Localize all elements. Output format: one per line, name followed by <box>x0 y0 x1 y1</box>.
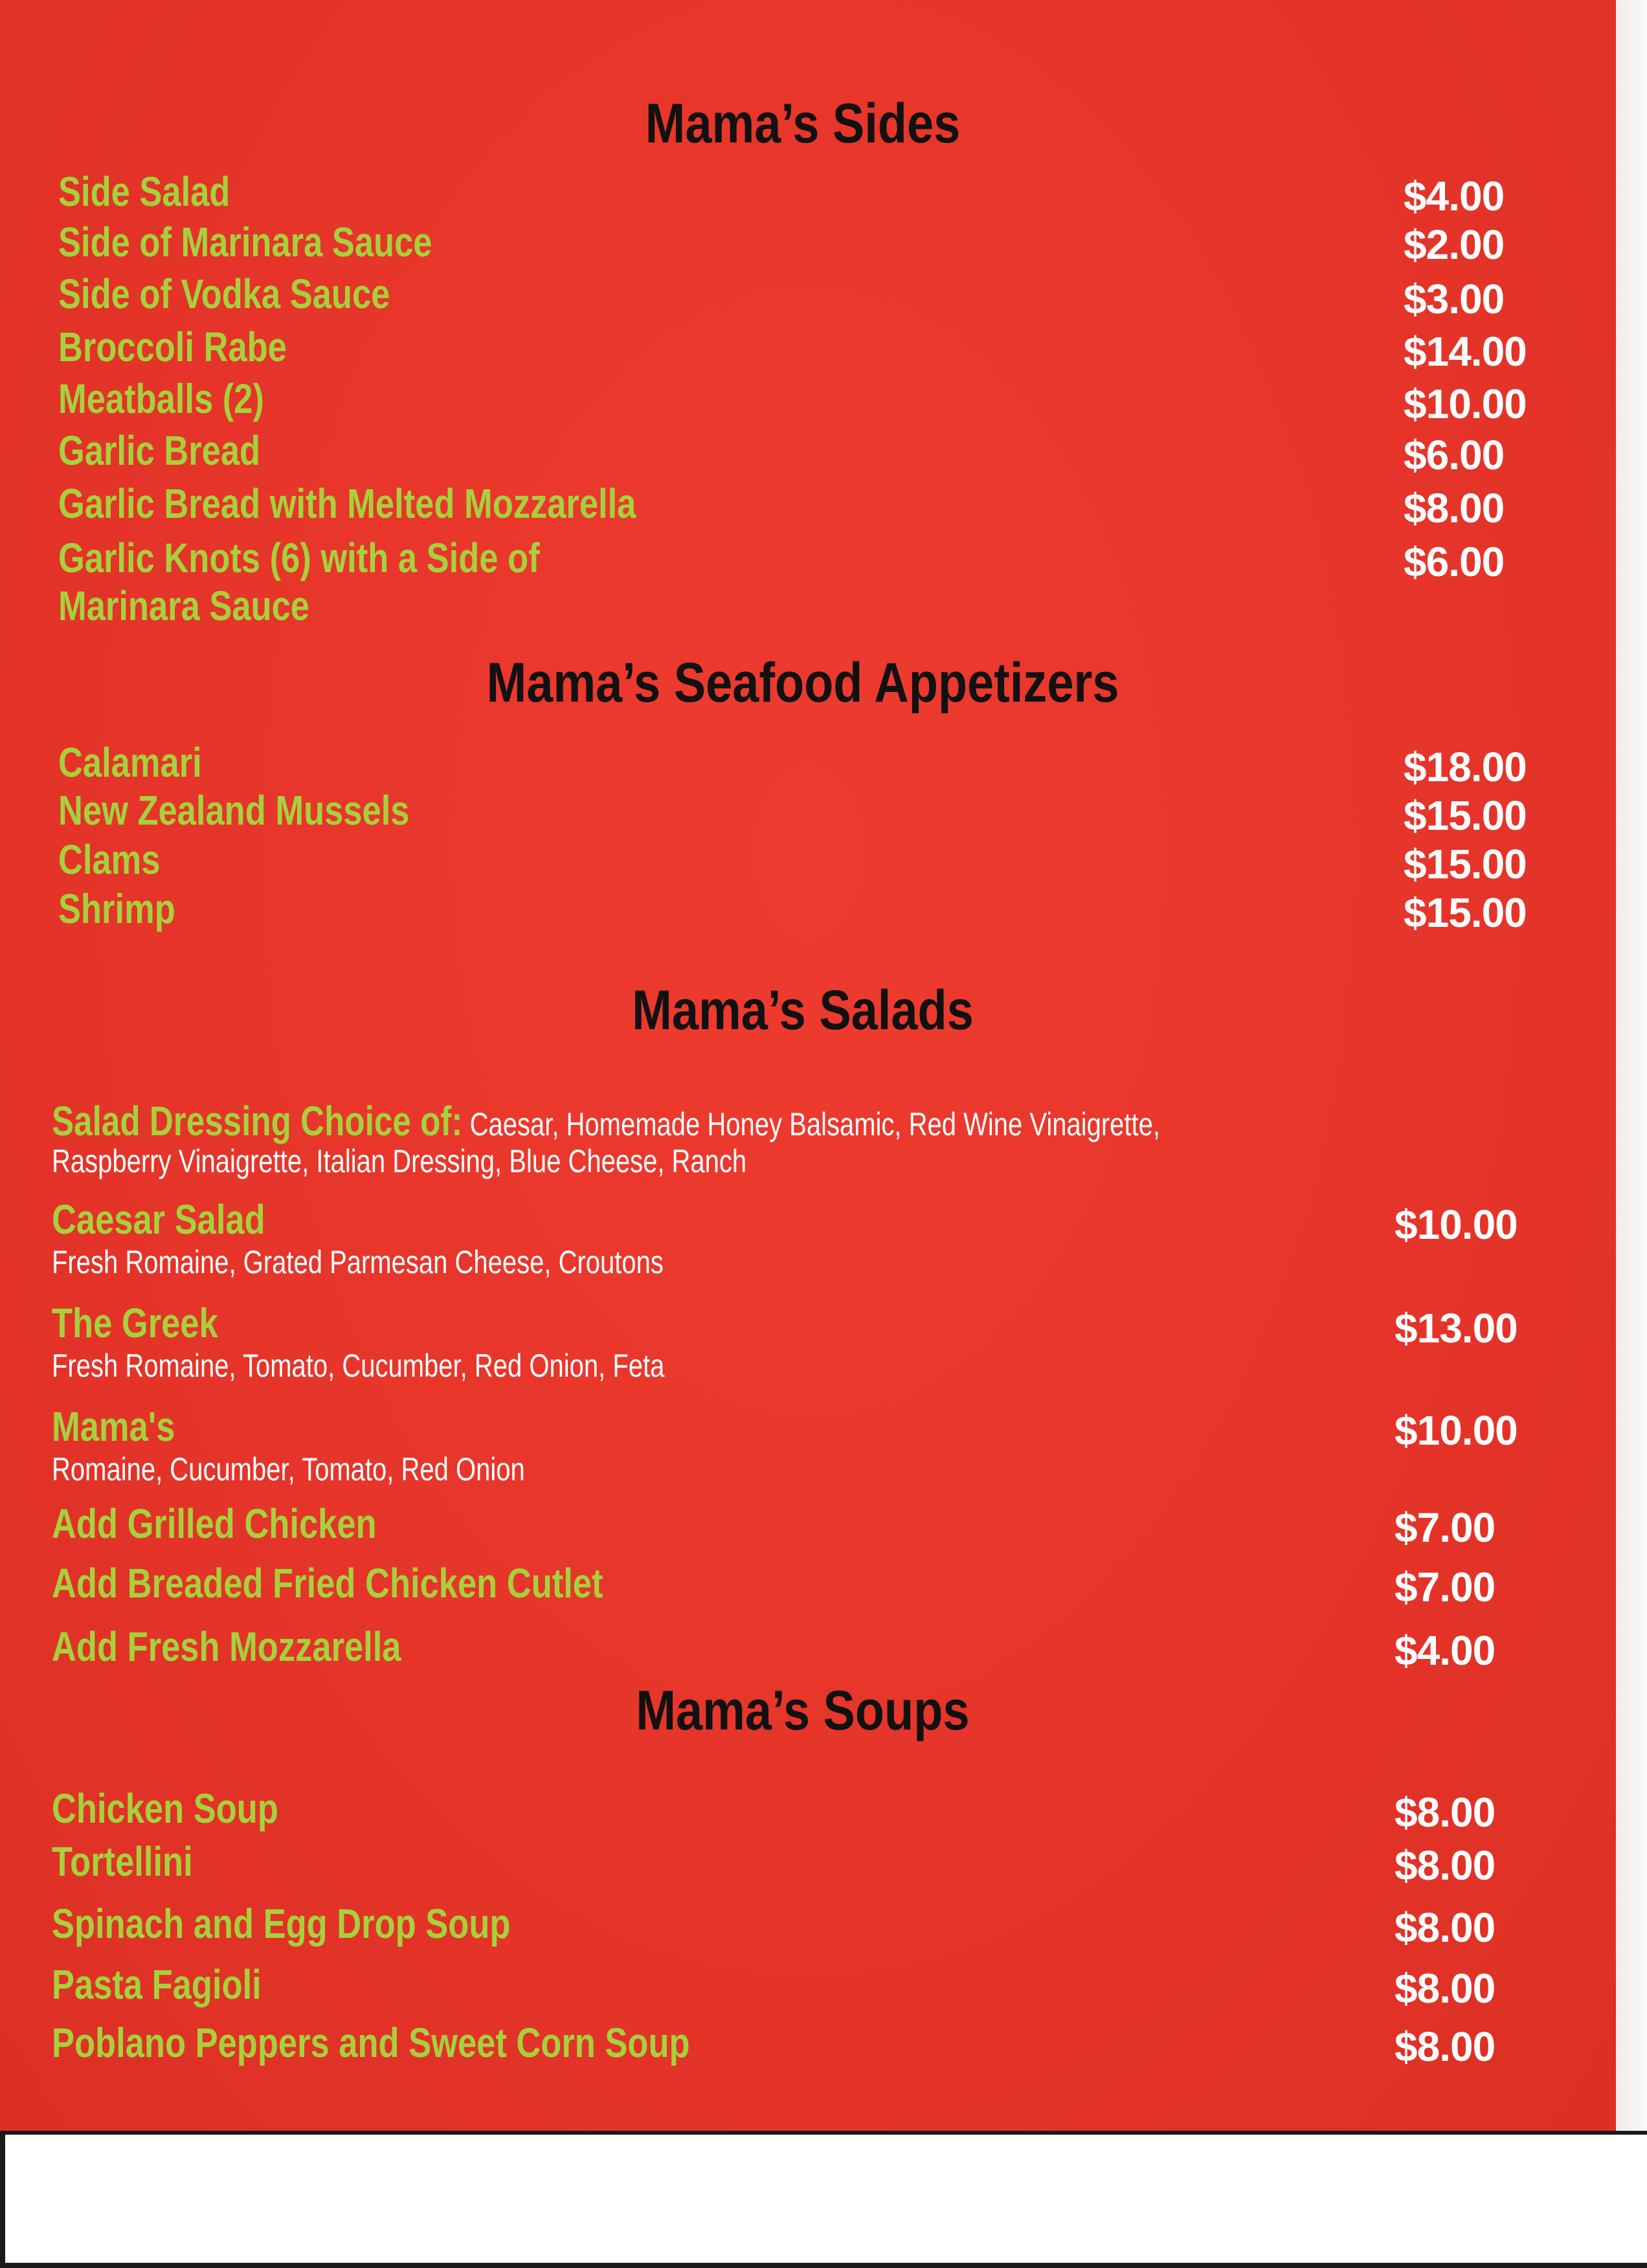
menu-item-price: $7.00 <box>1395 1504 1496 1551</box>
menu-item-name: Garlic Bread with Melted Mozzarella <box>58 480 636 527</box>
menu-item-name: Side of Vodka Sauce <box>58 271 390 317</box>
menu-item-name: Spinach and Egg Drop Soup <box>52 1900 511 1947</box>
menu-item-name: Mama's <box>52 1403 175 1450</box>
menu-item-name: Garlic Knots (6) with a Side of <box>58 535 540 581</box>
menu-item-price: $8.00 <box>1395 2023 1496 2070</box>
menu-item-price: $8.00 <box>1404 485 1505 531</box>
menu-item-name: Add Breaded Fried Chicken Cutlet <box>52 1560 603 1606</box>
dressing-label: Salad Dressing Choice of: <box>52 1098 463 1144</box>
menu-item-name: Poblano Peppers and Sweet Corn Soup <box>52 2019 690 2066</box>
menu-item-name: Side of Marinara Sauce <box>58 219 432 265</box>
menu-item-name: Add Fresh Mozzarella <box>52 1623 401 1670</box>
menu-item-description: Fresh Romaine, Tomato, Cucumber, Red Onion, Feta <box>52 1348 665 1384</box>
menu-item-name: Caesar Salad <box>52 1196 265 1243</box>
menu-item-name: Pasta Fagioli <box>52 1961 262 2008</box>
menu-item-name: Add Grilled Chicken <box>52 1500 377 1547</box>
menu-item-price: $8.00 <box>1395 1842 1496 1889</box>
menu-item-price: $18.00 <box>1404 744 1527 790</box>
dressing-options-continued: Raspberry Vinaigrette, Italian Dressing, Blue Cheese, Ranch <box>52 1143 747 1179</box>
menu-item-price: $13.00 <box>1395 1305 1518 1351</box>
menu-item-name: Tortellini <box>52 1838 193 1885</box>
menu-item-price: $8.00 <box>1395 1789 1496 1836</box>
menu-item-price: $6.00 <box>1404 539 1505 585</box>
section-title-sides: Mama’s Sides <box>645 93 961 155</box>
menu-item-price: $8.00 <box>1395 1904 1496 1951</box>
menu-item-price: $15.00 <box>1404 841 1527 887</box>
menu-item-name: Garlic Bread <box>58 427 261 474</box>
dressing-options: Caesar, Homemade Honey Balsamic, Red Wine Vinaigrette, <box>469 1106 1161 1142</box>
menu-item-description: Romaine, Cucumber, Tomato, Red Onion <box>52 1451 525 1487</box>
menu-item-name-continued: Marinara Sauce <box>58 583 309 629</box>
menu-item-name: New Zealand Mussels <box>58 787 410 834</box>
menu-item-price: $10.00 <box>1404 381 1527 427</box>
menu-item-price: $2.00 <box>1404 221 1505 268</box>
menu-item-price: $15.00 <box>1404 889 1527 936</box>
menu-item-price: $4.00 <box>1404 173 1505 219</box>
menu-item-name: The Greek <box>52 1300 218 1346</box>
menu-item-price: $15.00 <box>1404 792 1527 839</box>
menu-item-name: Shrimp <box>58 885 175 932</box>
menu-item-name: Calamari <box>58 739 202 786</box>
menu-item-price: $10.00 <box>1395 1201 1518 1248</box>
menu-item-name: Chicken Soup <box>52 1785 278 1832</box>
menu-item-description: Fresh Romaine, Grated Parmesan Cheese, Croutons <box>52 1244 664 1280</box>
menu-item-price: $6.00 <box>1404 432 1505 478</box>
section-title-salads: Mama’s Salads <box>632 979 974 1041</box>
section-title-soups: Mama’s Soups <box>636 1680 970 1742</box>
menu-item-price: $7.00 <box>1395 1564 1496 1610</box>
menu-item-price: $8.00 <box>1395 1965 1496 2012</box>
menu-item-price: $3.00 <box>1404 276 1505 322</box>
menu-item-price: $10.00 <box>1395 1407 1518 1454</box>
salad-dressing-line <box>52 1096 1160 1149</box>
menu-item-name: Side Salad <box>58 168 230 215</box>
menu-item-name: Clams <box>58 836 161 883</box>
section-title-seafood: Mama’s Seafood Appetizers <box>486 652 1119 714</box>
page-edge <box>1616 0 1647 2131</box>
menu-item-name: Meatballs (2) <box>58 375 264 422</box>
menu-item-name: Broccoli Rabe <box>58 324 287 370</box>
menu-item-price: $4.00 <box>1395 1627 1496 1674</box>
menu-item-price: $14.00 <box>1404 328 1527 375</box>
bottom-margin <box>0 2131 1647 2268</box>
